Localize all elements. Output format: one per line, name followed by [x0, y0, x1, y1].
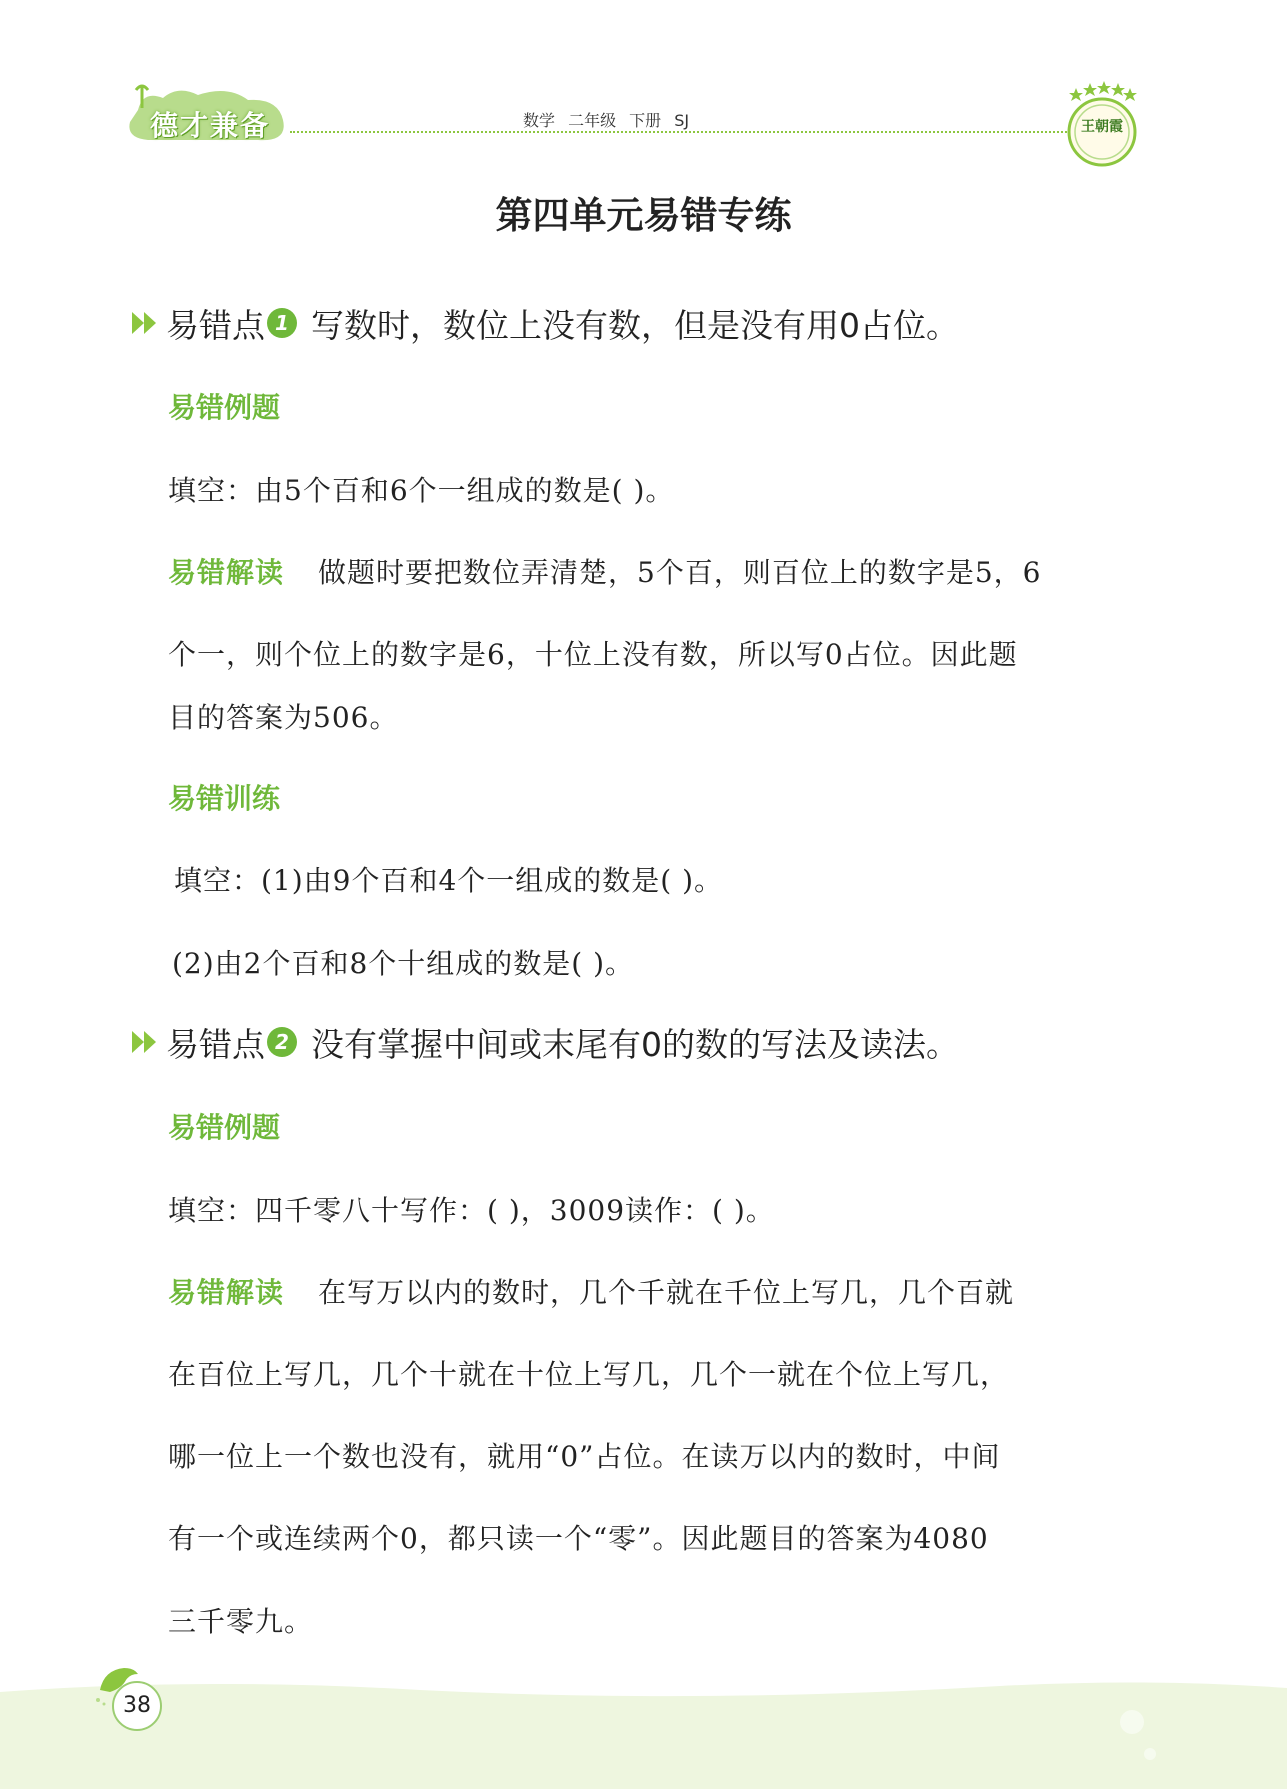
- analysis-line-1: 易错解读 做题时要把数位弄清楚，5个百，则百位上的数字是5，6: [168, 556, 1042, 589]
- double-chevron-icon: [130, 1027, 160, 1057]
- training-question-2: (2)由2个百和8个十组成的数是( )。: [172, 947, 635, 980]
- error-point-number-badge: 1: [267, 308, 297, 338]
- double-chevron-icon: [130, 308, 160, 338]
- training-question-1: 填空：(1)由9个百和4个一组成的数是( )。: [174, 864, 724, 897]
- header-divider: [290, 131, 1135, 133]
- training-heading: 易错训练: [168, 782, 281, 815]
- footer-band: [0, 1672, 1287, 1789]
- analysis-line-3: 目的答案为506。: [168, 701, 399, 734]
- error-point-text: 没有掌握中间或末尾有0的数的写法及读法。: [311, 1024, 959, 1064]
- error-point-text: 写数时，数位上没有数，但是没有用0占位。: [311, 305, 959, 345]
- analysis-line-4: 有一个或连续两个0，都只读一个“零”。因此题目的答案为4080: [168, 1522, 989, 1555]
- analysis-line-1: 易错解读 在写万以内的数时，几个千就在千位上写几，几个百就: [168, 1276, 1015, 1309]
- brand-logo-text: 德才兼备: [150, 109, 271, 142]
- analysis-line-3: 哪一位上一个数也没有，就用“0”占位。在读万以内的数时，中间: [168, 1440, 1001, 1473]
- error-point-label: 易错点: [166, 1024, 265, 1064]
- analysis-heading: 易错解读: [168, 556, 285, 589]
- subject-grade-line: 数学 二年级 下册 SJ: [523, 111, 690, 130]
- error-point-2-heading: [130, 1020, 959, 1064]
- analysis-heading: 易错解读: [168, 1276, 285, 1309]
- analysis-line-2: 在百位上写几，几个十就在十位上写几，几个一就在个位上写几，: [168, 1358, 1010, 1391]
- error-point-label: 易错点: [166, 305, 265, 345]
- example-heading: 易错例题: [168, 391, 281, 424]
- page-number: 38: [112, 1681, 162, 1731]
- publisher-seal-text: 王朝霞: [1081, 119, 1123, 135]
- example-question: 填空：四千零八十写作：( )，3009读作：( )。: [168, 1194, 775, 1227]
- example-heading: 易错例题: [168, 1111, 281, 1144]
- page-title: 第四单元易错专练: [495, 194, 792, 237]
- error-point-1-heading: [130, 301, 959, 345]
- analysis-line-5: 三千零九。: [168, 1605, 314, 1638]
- analysis-line-2: 个一，则个位上的数字是6，十位上没有数，所以写0占位。因此题: [168, 638, 1018, 671]
- error-point-number-badge: 2: [267, 1027, 297, 1057]
- example-question: 填空：由5个百和6个一组成的数是( )。: [168, 474, 675, 507]
